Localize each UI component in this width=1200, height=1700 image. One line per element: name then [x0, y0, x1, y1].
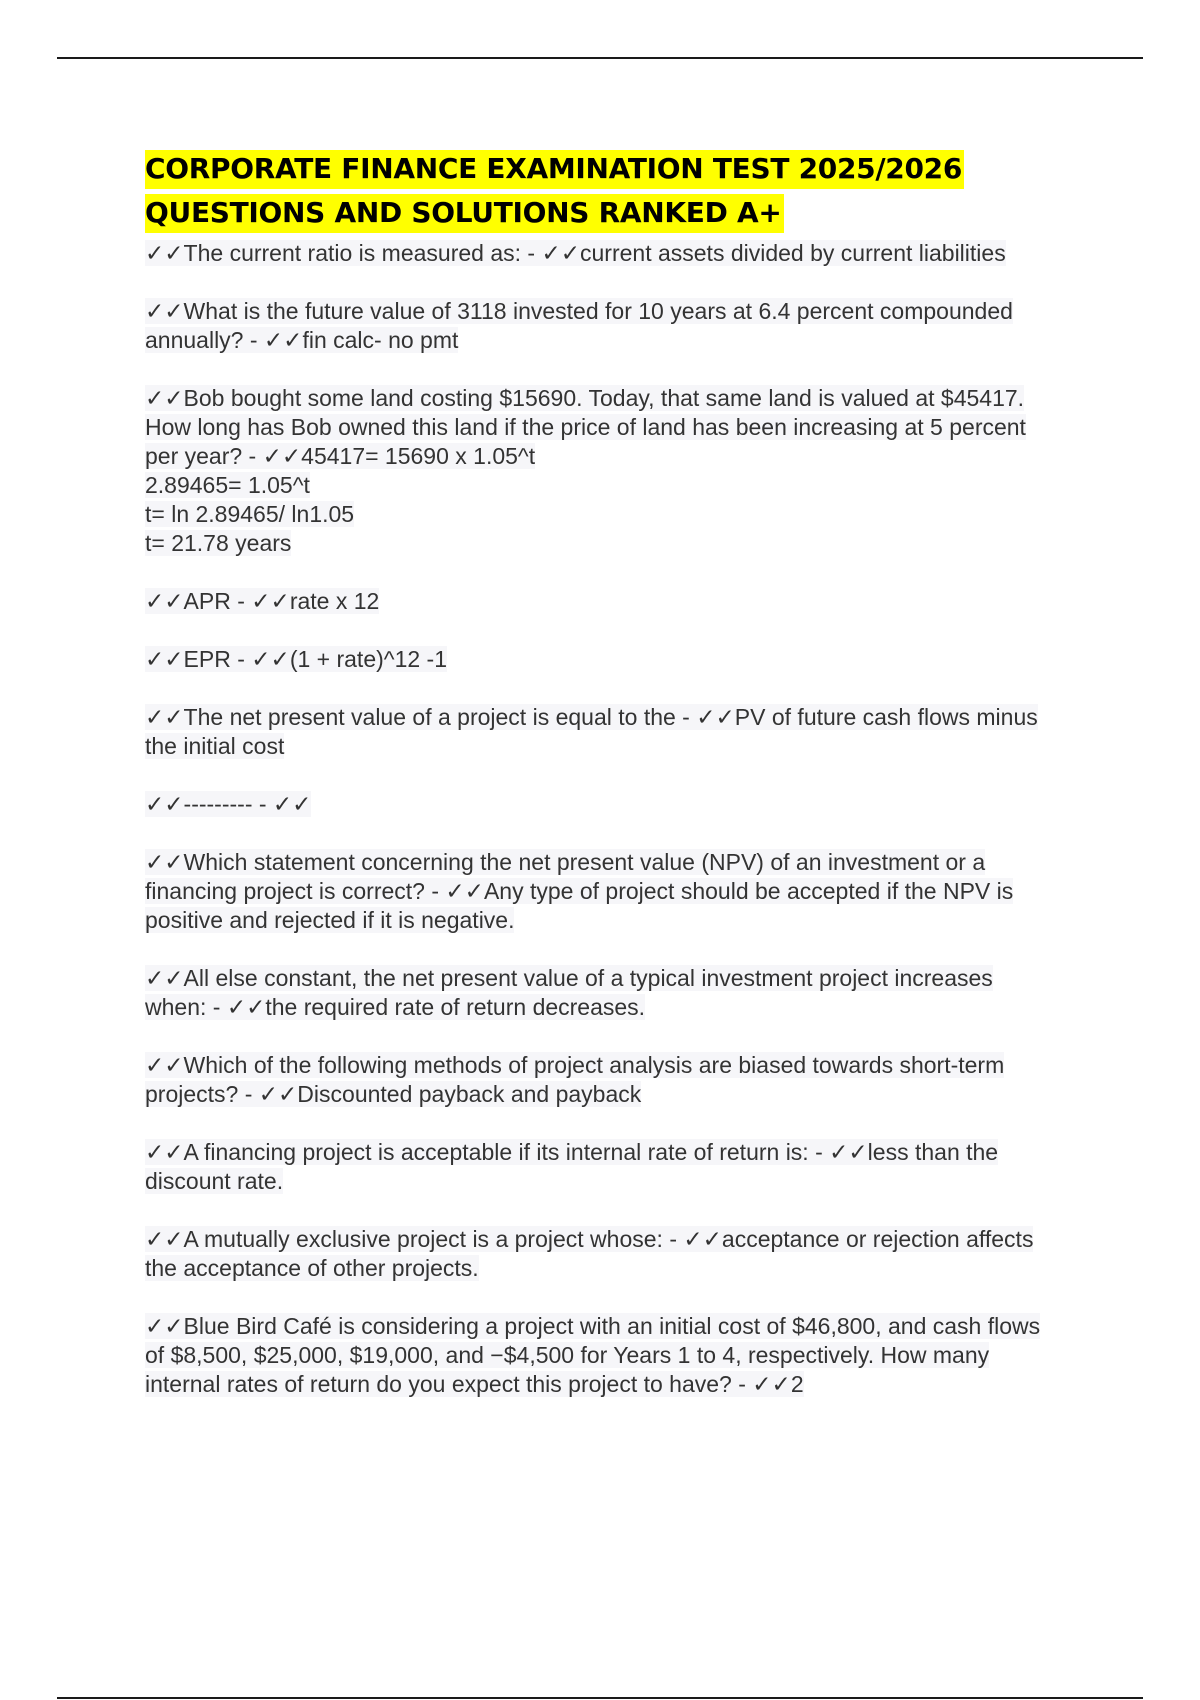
header-rule	[57, 57, 1143, 59]
qa-item	[145, 645, 1095, 674]
qa-item	[145, 1312, 1095, 1399]
qa-text: ✓✓The current ratio is measured as: - ✓✓current assets divided by current liabilities	[145, 240, 1006, 266]
qa-item	[145, 1051, 1095, 1109]
qa-item	[145, 239, 1095, 268]
title-line-2: QUESTIONS AND SOLUTIONS RANKED A+	[145, 194, 784, 233]
qa-item	[145, 1225, 1095, 1283]
qa-text: ✓✓--------- - ✓✓	[145, 791, 312, 817]
qa-item	[145, 848, 1095, 935]
qa-text: ✓✓A mutually exclusive project is a project whose: - ✓✓acceptance or rejection affects the acceptance of other projects.	[145, 1226, 1034, 1281]
footer-rule	[57, 1697, 1143, 1699]
qa-item	[145, 587, 1095, 616]
qa-text: ✓✓All else constant, the net present value of a typical investment project increases when: - ✓✓the required rate of return decreases.	[145, 965, 993, 1020]
qa-item	[145, 1138, 1095, 1196]
document-body	[145, 147, 1095, 1428]
qa-text: ✓✓Bob bought some land costing $15690. Today, that same land is valued at $45417. How long has Bob owned this land if the price of land has been increasing at 5 percent per year? - ✓✓45417= 15690 x 1.05^t 2.89465= 1.05^t t= ln 2.89465/ ln1.05 t= 21.78 years	[145, 385, 1026, 556]
qa-text: ✓✓EPR - ✓✓(1 + rate)^12 -1	[145, 646, 447, 672]
qa-item	[145, 384, 1095, 558]
qa-text: ✓✓A financing project is acceptable if its internal rate of return is: - ✓✓less than the discount rate.	[145, 1139, 999, 1194]
title-line-1: CORPORATE FINANCE EXAMINATION TEST 2025/2026	[145, 150, 964, 189]
qa-item	[145, 703, 1095, 761]
qa-item	[145, 790, 1095, 819]
qa-text: ✓✓What is the future value of 3118 invested for 10 years at 6.4 percent compounded annually? - ✓✓fin calc- no pmt	[145, 298, 1013, 353]
qa-item	[145, 964, 1095, 1022]
qa-text: ✓✓The net present value of a project is equal to the - ✓✓PV of future cash flows minus the initial cost	[145, 704, 1038, 759]
qa-text: ✓✓Which of the following methods of project analysis are biased towards short-term projects? - ✓✓Discounted payback and payback	[145, 1052, 1005, 1107]
qa-text: ✓✓APR - ✓✓rate x 12	[145, 588, 380, 614]
qa-text: ✓✓Which statement concerning the net present value (NPV) of an investment or a financing project is correct? - ✓✓Any type of project should be accepted if the NPV is positive and rejected if it is negative.	[145, 849, 1014, 933]
document-title	[145, 147, 1095, 235]
qa-text: ✓✓Blue Bird Café is considering a project with an initial cost of $46,800, and cash flows of $8,500, $25,000, $19,000, and −$4,500 for Years 1 to 4, respectively. How many internal rates of return do you expect this project to have? - ✓✓2	[145, 1313, 1041, 1397]
qa-item	[145, 297, 1095, 355]
